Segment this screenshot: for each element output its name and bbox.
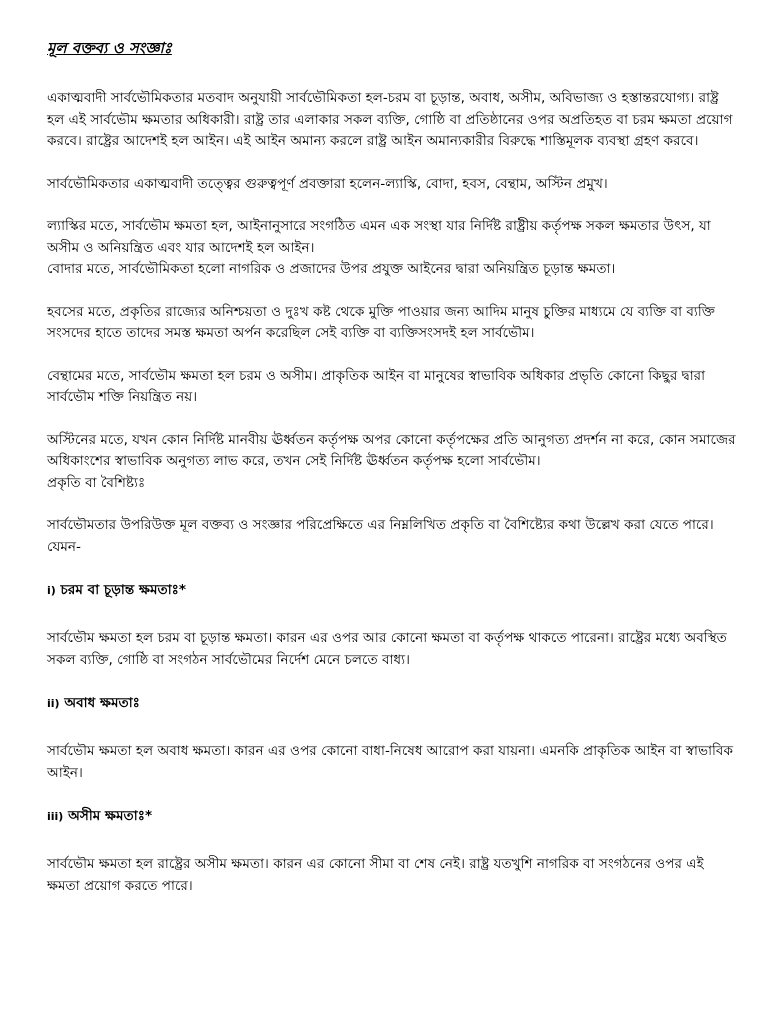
section-heading-3 — [47, 805, 738, 828]
section-text-1: সার্বভৌম ক্ষমতা হল চরম বা চূড়ান্ত ক্ষমতা। কারন এর ওপর আর কোনো ক্ষমতা বা কর্তৃপক্ষ থাকতে পারেনা। রাষ্ট্রের মধ্যে অবস্থিত সকল ব্যক্তি, গোষ্ঠি বা সংগঠন সার্বভৌমের নির্দেশ মেনে চলতে বাধ্য। — [47, 630, 727, 668]
section-number: iii) — [47, 810, 64, 823]
section-heading-text: চরম বা চূড়ান্ত ক্ষমতাঃ* — [60, 582, 187, 598]
paragraph-hobbes: হবসের মতে, প্রকৃতির রাজ্যের অনিশ্চয়তা ও দুঃখ কষ্ট থেকে মুক্তি পাওয়ার জন্য আদিম মানুষ চুক্তির মাধ্যমে যে ব্যক্তি বা ব্যক্তি সংসদের হাতে তাদের সমস্ত ক্ষমতা অর্পন করেছিল সেই ব্যক্তি বা ব্যক্তিসংসদই হল সার্বভৌম। — [47, 303, 715, 341]
section-heading-2 — [47, 692, 738, 715]
paragraph-laski: ল্যাস্কির মতে, সার্বভৌম ক্ষমতা হল, আইনানুসারে সংগঠিত এমন এক সংস্থা যার নির্দিষ্ট রাষ্ট্রীয় কর্তৃপক্ষ সকল ক্ষমতার উৎস, যা অসীম ও অনিয়ন্ত্রিত এবং যার আদেশই হল আইন। — [47, 218, 711, 256]
section-heading-text: অবাধ ক্ষমতাঃ — [64, 695, 140, 711]
paragraph-bodin: বোদার মতে, সার্বভৌমিকতা হলো নাগরিক ও প্রজাদের উপর প্রযুক্ত আইনের দ্বারা অনিয়ন্ত্রিত চূড়ান্ত ক্ষমতা। — [47, 261, 616, 277]
paragraph-austin: অস্টিনের মতে, যখন কোন নির্দিষ্ট মানবীয় ঊর্ধ্বতন কর্তৃপক্ষ অপর কোনো কর্তৃপক্ষের প্রতি আনুগত্য প্রদর্শন না করে, কোন সমাজের অধিকাংশের স্বাভাবিক অনুগত্য লাভ করে, তখন সেই নির্দিষ্ট ঊর্ধ্বতন কর্তৃপক্ষ হলো সার্বভৌম। — [47, 431, 736, 469]
section-subtitle: প্রকৃতি বা বৈশিষ্ট্যঃ — [47, 474, 146, 491]
paragraph-intro: সার্বভৌমতার উপরিউক্ত মূল বক্তব্য ও সংজ্ঞার পরিপ্রেক্ষিতে এর নিম্নলিখিত প্রকৃতি বা বৈশিষ্ট্যের কথা উল্লেখ করা যেতে পারে। যেমন- — [47, 517, 714, 555]
section-heading-1 — [47, 579, 738, 602]
section-heading-text: অসীম ক্ষমতাঃ* — [68, 808, 153, 824]
page-title: মূল বক্তব্য ও সংজ্ঞাঃ — [47, 39, 172, 57]
paragraph-proponents: সার্বভৌমিকতার একাত্মবাদী তত্ত্বের গুরুত্বপূর্ণ প্রবক্তারা হলেন-ল্যাস্কি, বোদা, হবস, বেন্থাম, অস্টিন প্রমুখ। — [47, 175, 608, 192]
section-number: ii) — [47, 697, 60, 710]
section-text-2: সার্বভৌম ক্ষমতা হল অবাধ ক্ষমতা। কারন এর ওপর কোনো বাধা-নিষেধ আরোপ করা যায়না। এমনকি প্রাকৃতিক আইন বা স্বাভাবিক আইন। — [47, 743, 734, 781]
paragraph-monism-definition: একাত্মবাদী সার্বভৌমিকতার মতবাদ অনুযায়ী সার্বভৌমিকতা হল-চরম বা চূড়ান্ত, অবাধ, অসীম, অবিভাজ্য ও হস্তান্তরযোগ্য। রাষ্ট্র হল এই সার্বভৌম ক্ষমতার অধিকারী। রাষ্ট্র তার এলাকার সকল ব্যক্তি, গোষ্ঠি বা প্রতিষ্ঠানের ওপর অপ্রতিহত বা চরম ক্ষমতা প্রয়োগ করবে। রাষ্ট্রের আদেশই হল আইন। এই আইন অমান্য করলে রাষ্ট্র আইন অমান্যকারীর বিরুদ্ধে শাস্তিমূলক ব্যবস্থা গ্রহণ করবে। — [47, 90, 733, 149]
section-number: i) — [47, 584, 56, 597]
paragraph-bentham: বেন্থামের মতে, সার্বভৌম ক্ষমতা হল চরম ও অসীম। প্রাকৃতিক আইন বা মানুষের স্বাভাবিক অধিকার প্রভৃতি কোনো কিছুর দ্বারা সার্বভৌম শক্তি নিয়ন্ত্রিত নয়। — [47, 367, 706, 405]
section-text-3: সার্বভৌম ক্ষমতা হল রাষ্ট্রের অসীম ক্ষমতা। কারন এর কোনো সীমা বা শেষ নেই। রাষ্ট্র যতখুশি নাগরিক বা সংগঠনের ওপর এই ক্ষমতা প্রয়োগ করতে পারে। — [47, 856, 704, 894]
